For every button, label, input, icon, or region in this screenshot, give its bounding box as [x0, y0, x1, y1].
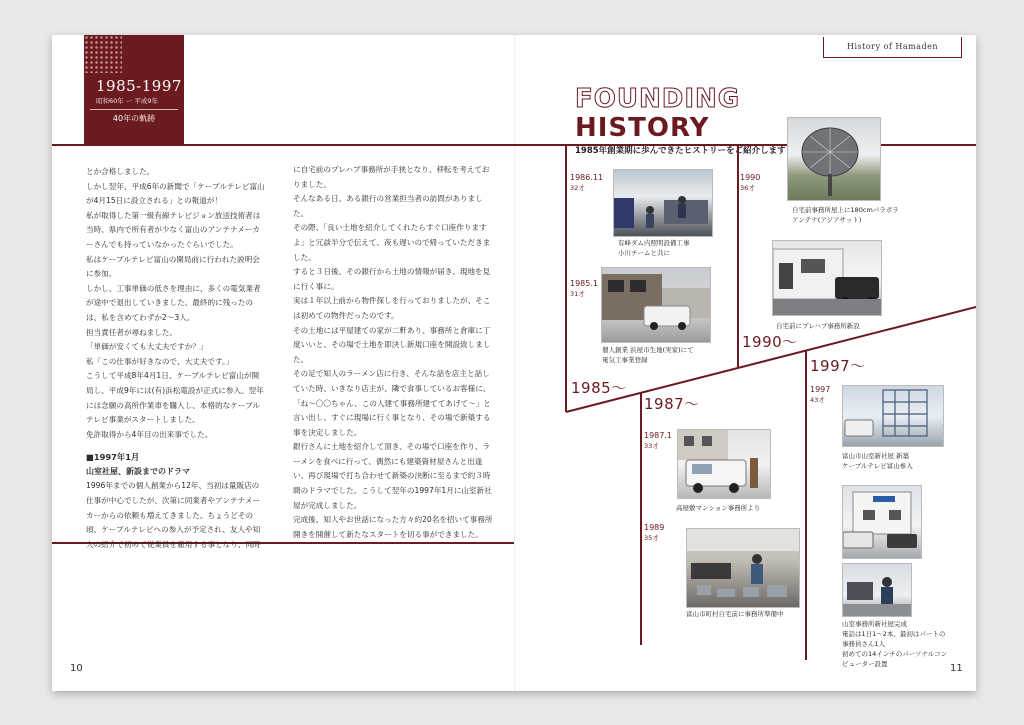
- paragraph: すると３日後、その銀行から土地の情報が届き、現地を見に行く事に。: [293, 267, 491, 291]
- entry-age: 36才: [740, 184, 755, 192]
- entry-year: 1986.11: [570, 173, 604, 182]
- photo-illustration: [687, 529, 799, 607]
- title-subtitle: 1985年創業期に歩んできたヒストリーをご紹介します: [575, 146, 786, 156]
- entry-date: [644, 523, 664, 543]
- photo-home-office-prep: [686, 528, 800, 608]
- paragraph: とか合格しました。: [86, 167, 155, 176]
- paragraph: こうして平成8年4月1日、ケーブルテレビ富山が開局し、平成9年には(有)浜松電設が正式に参入。翌年には念願の高所作業車を購入し、本格的なケーブルテレビ事業がスタートしました。: [86, 371, 264, 425]
- era-tag: 40年の軌跡: [112, 114, 156, 123]
- photo-prefab-office: [772, 240, 882, 316]
- photo-illustration: [614, 170, 712, 236]
- entry-age: 35才: [644, 534, 659, 542]
- era-subtitle: 昭和60年 ー 平成9年: [96, 97, 159, 105]
- photo-yamamuro-building: [842, 485, 922, 559]
- era-label-1997: 1997〜: [810, 357, 866, 375]
- era-label-1987: 1987〜: [644, 395, 700, 413]
- section-subheading: 山室社屋、新設までのドラマ: [86, 466, 190, 476]
- entry-year: 1997: [810, 385, 831, 394]
- entry-age: 43才: [810, 396, 825, 404]
- entry-age: 31才: [570, 290, 585, 298]
- entry-caption: 山室事務所新社屋完成 電話は1日1〜2本、最初はパートの 事務員さん1人 初めての14インチのパーソナルコン ピューター設置: [842, 620, 948, 668]
- paragraph: しかし、工事単価の低さを理由に、多くの電気業者が途中で退出していきました。最終的に残ったのは、私を含めてわずか2〜3人。: [86, 283, 261, 322]
- era-label-1985: 1985〜: [571, 379, 627, 397]
- title-history: HISTORY: [575, 113, 710, 143]
- paragraph: 私「この仕事が好きなので、大丈夫です。」: [86, 356, 234, 366]
- entry-caption: 富山市山室新社屋 新築 ケーブルテレビ富山参入: [842, 452, 913, 470]
- header-tag: History of Hamaden: [823, 37, 962, 58]
- entry-caption: 高屋敷マンション事務所より: [676, 504, 761, 512]
- page-number-right: 11: [950, 663, 963, 674]
- photo-illustration: [843, 564, 911, 616]
- entry-caption: 個人創業 浜屋市生地(実家)にて 電気工事業登録: [602, 346, 694, 364]
- paragraph: 1996年までの個人創業から12年、当初は量販店の仕事が中心でしたが、次第に同業者やアンテナメーカーからの依頼も増えてきました。ちょうどその頃、ケーブルテレビへの参入が予定され、友人や知人の紹介で初めて従業員を雇用する事となり、同時: [86, 481, 261, 549]
- era-title: 1985-1997: [96, 77, 182, 95]
- entry-age: 32才: [570, 184, 585, 192]
- era-label-1990: 1990〜: [742, 333, 798, 351]
- entry-date: [570, 279, 598, 299]
- page-number-left: 10: [70, 663, 83, 674]
- title-founding: FOUNDING: [575, 84, 741, 114]
- photo-dam-work: [613, 169, 713, 237]
- photo-mansion-office: [677, 429, 771, 499]
- paragraph: 私はケーブルテレビ富山の開局前に行われた説明会に参加。: [86, 254, 260, 279]
- photo-illustration: [788, 118, 880, 200]
- entry-date: [810, 385, 830, 405]
- photo-parabola-antenna: [787, 117, 881, 201]
- paragraph: 完成後、知人やお世話になった方々約20名を招いて事務所開きを開催して新たなスタートを切る事ができました。: [293, 515, 493, 539]
- photo-illustration: [602, 268, 710, 342]
- entry-caption: 自宅前にプレハブ事務所新設: [776, 322, 860, 330]
- paragraph: その際、「良い土地を紹介してくれたらすぐ口座作りますよ」と冗談半分で伝えて、夜も遅いので帰っていただきました。: [293, 223, 491, 262]
- entry-age: 33才: [644, 442, 659, 450]
- paragraph: しかし翌年、平成6年の新聞で「ケーブルテレビ富山が4月15日に設立される」との報道が！: [86, 181, 265, 206]
- photo-founding-home: [601, 267, 711, 343]
- paragraph: 銀行さんに土地を紹介して頂き、その場で口座を作り、ラーメンを食べに行って、偶然にも建築資材屋さんと出逢い、再び現場で打ち合わせて新築の決断に至るまで約３時間のドラマでした。こうして翌年の1997年1月に山室新社屋が完成しました。: [293, 442, 492, 510]
- entry-year: 1987.1: [644, 431, 672, 440]
- photo-yamamuro-construction: [842, 385, 944, 447]
- paragraph: に自宅前のプレハブ事務所が手狭となり、移転を考えておりました。: [293, 165, 490, 189]
- paragraph: その土地には平屋建ての家が二軒あり、事務所と倉庫に丁度いいと、その場で土地を即決し新規口座を開設致しました。: [293, 325, 491, 364]
- section-heading: ■1997年1月: [86, 452, 140, 463]
- entry-year: 1989: [644, 523, 665, 532]
- photo-illustration: [843, 386, 943, 446]
- magazine-spread: [52, 35, 976, 691]
- entry-caption: 富山市町村自宅前に事務所準備中: [686, 610, 784, 618]
- paragraph: その足で知人のラーメン店に行き、そんな話を店主と話していた時、いきなり店主が、隣で食事しているお客様に、「ね〜〇〇ちゃん、この人建て事務所建ててあげて〜」と言い出し、すぐに現場に行く事となり、その場で新築する事を決定しました。: [293, 369, 491, 437]
- paragraph: 担当責任者が尋ねました。: [86, 327, 178, 337]
- entry-caption: 自宅前事務所屋上に180cmパラボラ アンテナ(アジアサット): [792, 206, 899, 224]
- paragraph: 「単価が安くても大丈夫ですか？」: [86, 342, 208, 352]
- entry-caption: 有峰ダム内照明設備工事 小川チームと共に: [618, 239, 690, 257]
- entry-date: [570, 173, 603, 193]
- paragraph: 免許取得から4年目の出来事でした。: [86, 429, 213, 439]
- photo-illustration: [678, 430, 770, 498]
- entry-year: 1990: [740, 173, 761, 182]
- entry-date: [644, 431, 672, 451]
- photo-illustration: [773, 241, 881, 315]
- entry-year: 1985.1: [570, 279, 598, 288]
- photo-office-interior: [842, 563, 912, 617]
- photo-illustration: [843, 486, 921, 558]
- paragraph: 私が取得した第一級有線テレビジョン放送技術者は当時、県内で所有者が少なく富山のアンテナメーカーさんでも持っていなかったぐらいでした。: [86, 210, 261, 249]
- entry-date: [740, 173, 760, 193]
- paragraph: 実は１年以上前から物件探しを行っておりましたが、そこは初めての物件だったのです。: [293, 296, 491, 320]
- paragraph: そんなある日、ある銀行の営業担当者の訪問がありました。: [293, 194, 483, 218]
